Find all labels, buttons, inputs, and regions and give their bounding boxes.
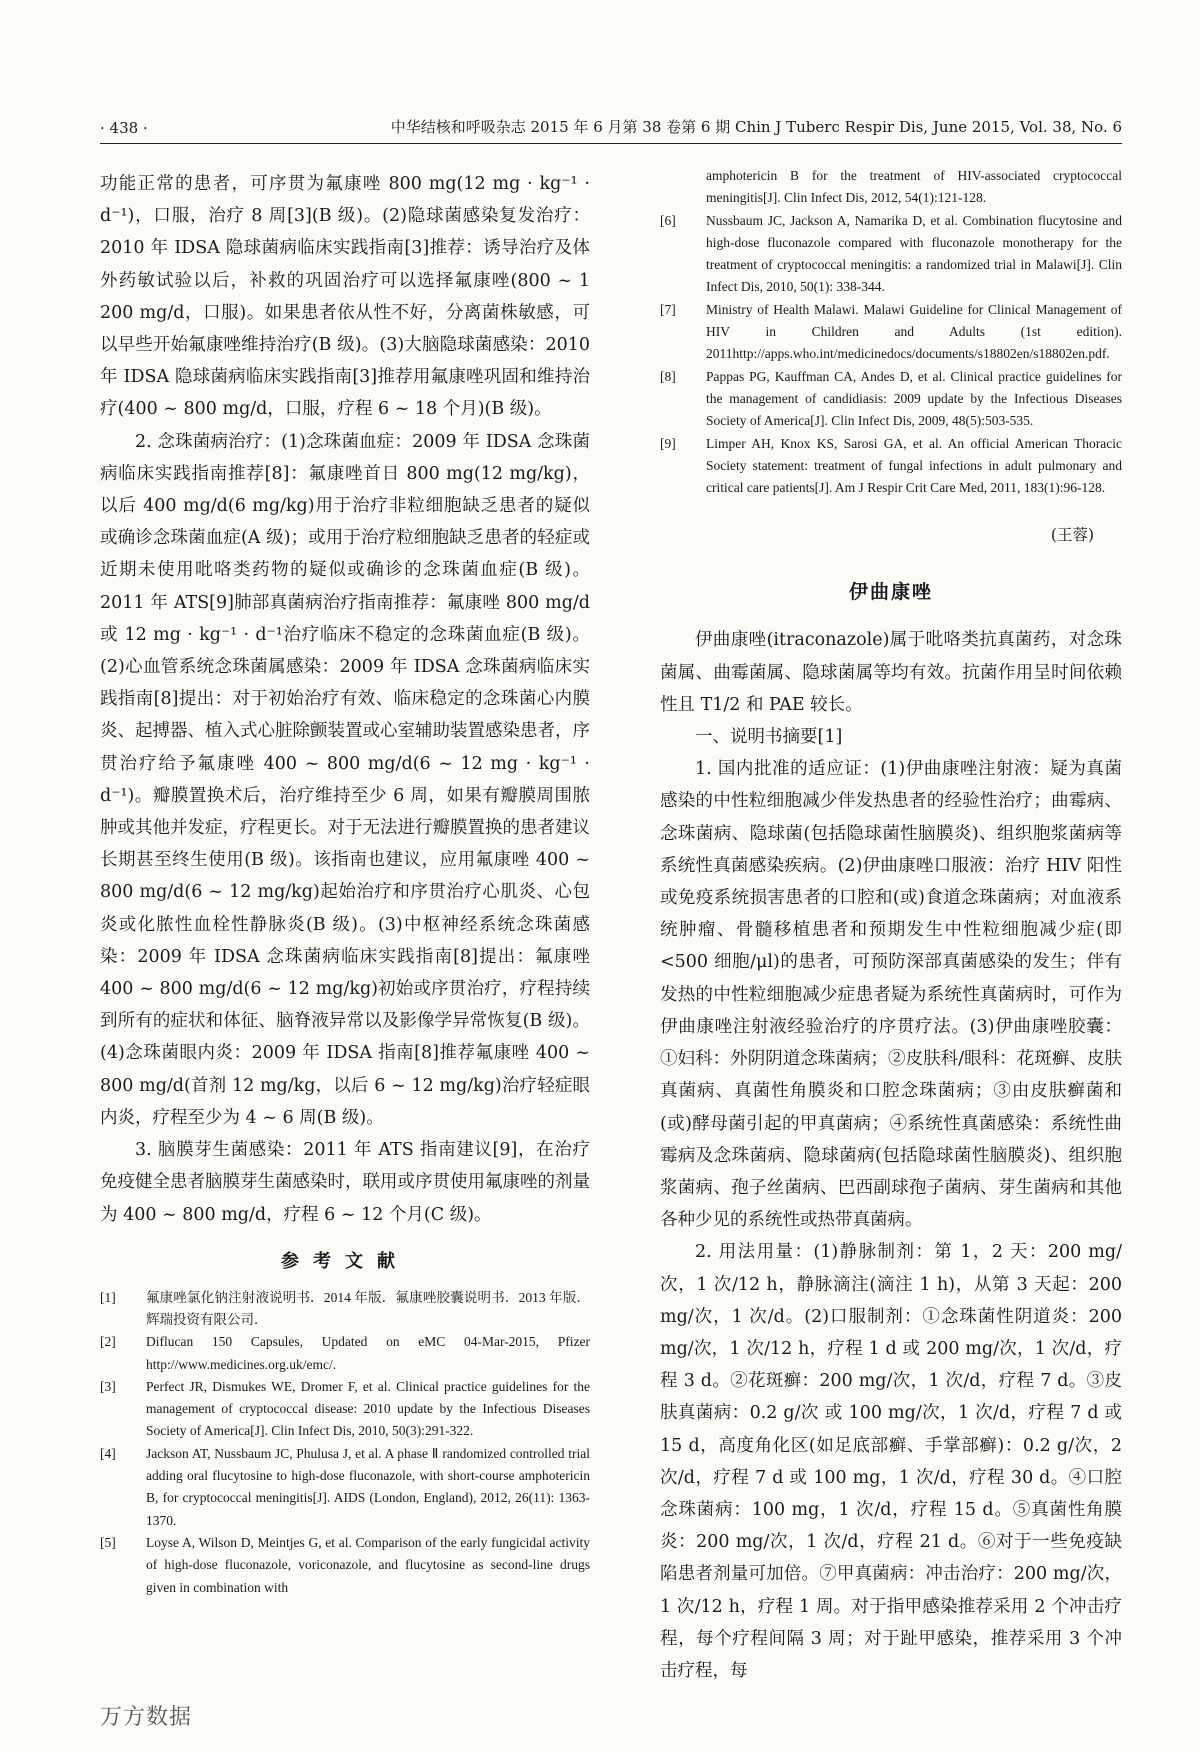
page-number: · 438 ·: [100, 119, 148, 137]
reference-item: [660, 433, 1122, 500]
reference-text: Jackson AT, Nussbaum JC, Phulusa J, et al. A phase Ⅱ randomized controlled trial adding oral flucytosine to high-dose fluconazole, with short-course amphotericin B, for cryptococcal meningitis[J]. AIDS (London, England), 2012, 26(11): 1363-1370.: [146, 1445, 590, 1528]
reference-item: [660, 366, 1122, 433]
section-title-itraconazole: 伊曲康唑: [848, 581, 933, 604]
reference-item: [100, 1376, 590, 1443]
reference-text: amphotericin B for the treatment of HIV-associated cryptococcal meningitis[J]. Clin Infect Dis, 2012, 54(1):121-128.: [706, 168, 1122, 206]
author-signature: (王蓉): [1050, 526, 1094, 545]
reference-text: Limper AH, Knox KS, Sarosi GA, et al. An official American Thoracic Society statement: treatment of fungal infections in adult pulmonary and critical care patients[J]. Am J Respir Crit Care Med, 2011, 183(1):96-128.: [706, 435, 1122, 496]
reference-number: [5]: [100, 1534, 116, 1550]
reference-number: [1]: [100, 1289, 116, 1305]
reference-text: Ministry of Health Malawi. Malawi Guideline for Clinical Management of HIV in Children and Adults (1st edition). 2011http://apps.who.int/medicinedocs/documents/s18802en/s18802en.pdf.: [706, 301, 1122, 362]
reference-item: [100, 1287, 590, 1332]
reference-number: [9]: [660, 435, 676, 451]
reference-list-continued: [660, 165, 1122, 499]
watermark-text: 万方数据: [100, 1705, 193, 1730]
subsection-heading: 一、说明书摘要[1]: [695, 727, 843, 748]
reference-text: Pappas PG, Kauffman CA, Andes D, et al. Clinical practice guidelines for the management of candidiasis: 2009 update by the Infectious Diseases Society of America[J]. Clin Infect Dis, 2009, 48(5):503-535.: [706, 368, 1122, 429]
reference-text: Loyse A, Wilson D, Meintjes G, et al. Comparison of the early fungicidal activity of high-dose fluconazole, voriconazole, and flucytosine as second-line drugs given in combination with: [146, 1534, 590, 1595]
body-paragraph: 2. 用法用量：(1)静脉制剂：第 1，2 天：200 mg/次，1 次/12 h，静脉滴注(滴注 1 h)，从第 3 天起：200 mg/次，1 次/d。(2)口服制剂：①念珠菌性阴道炎：200 mg/次，1 次/12 h，疗程 1 d 或 200 mg/次，1 次/d，疗程 3 d。②花斑癣：200 mg/次，1 次/d，疗程 7 d。③皮肤真菌病：0.2 g/次 或 100 mg/次，1 次/d，疗程 7 d 或 15 d，高度角化区(如足底部癣、手掌部癣)：0.2 g/次，2 次/d，疗程 7 d 或 100 mg，1 次/d，疗程 30 d。④口腔念珠菌病：100 mg，1 次/d，疗程 15 d。⑤真菌性角膜炎：200 mg/次，1 次/d，疗程 21 d。⑥对于一些免疫缺陷患者剂量可加倍。⑦甲真菌病：冲击治疗：200 mg/次，1 次/12 h，疗程 1 周。对于指甲感染推荐采用 2 个冲击疗程，每个疗程间隔 3 周；对于趾甲感染，推荐采用 3 个冲击疗程，每: [660, 1242, 1122, 1681]
reference-list: [100, 1287, 590, 1599]
reference-text: 氟康唑氯化钠注射液说明书．2014 年版．氟康唑胶囊说明书．2013 年版．辉瑞投资有限公司．: [146, 1289, 590, 1327]
reference-item: [100, 1331, 590, 1376]
body-paragraph: 伊曲康唑(itraconazole)属于吡咯类抗真菌药，对念珠菌属、曲霉菌属、隐球菌属等均有效。抗菌作用呈时间依赖性且 T1/2 和 PAE 较长。: [660, 630, 1122, 715]
body-paragraph: 2. 念珠菌病治疗：(1)念珠菌血症：2009 年 IDSA 念珠菌病临床实践指南推荐[8]：氟康唑首日 800 mg(12 mg/kg)，以后 400 mg/d(6 mg/kg)用于治疗非粒细胞缺乏患者的疑似或确诊念珠菌血症(A 级)；或用于治疗粒细胞缺乏患者的轻症或近期未使用吡咯类药物的疑似或确诊的念珠菌血症(B 级)。2011 年 ATS[9]肺部真菌病治疗指南推荐：氟康唑 800 mg/d 或 12 mg · kg⁻¹ · d⁻¹治疗临床不稳定的念珠菌血症(B 级)。(2)心血管系统念珠菌属感染：2009 年 IDSA 念珠菌病临床实践指南[8]提出：对于初始治疗有效、临床稳定的念珠菌心内膜炎、起搏器、植入式心脏除颤装置或心室辅助装置感染患者，序贯治疗给予氟康唑 400 ~ 800 mg/d(6 ~ 12 mg · kg⁻¹ · d⁻¹)。瓣膜置换术后，治疗维持至少 6 周，如果有瓣膜周围脓肿或其他并发症，疗程更长。对于无法进行瓣膜置换的患者建议长期甚至终生使用(B 级)。该指南也建议，应用氟康唑 400 ~ 800 mg/d(6 ~ 12 mg/kg)起始治疗和序贯治疗心肌炎、心包炎或化脓性血栓性静脉炎(B 级)。(3)中枢神经系统念珠菌感染：2009 年 IDSA 念珠菌病临床实践指南[8]提出：氟康唑 400 ~ 800 mg/d(6 ~ 12 mg/kg)初始或序贯治疗，疗程持续到所有的症状和体征、脑脊液异常以及影像学异常恢复(B 级)。(4)念珠菌眼内炎：2009 年 IDSA 指南[8]推荐氟康唑 400 ~ 800 mg/d(首剂 12 mg/kg，以后 6 ~ 12 mg/kg)治疗轻症眼内炎，疗程至少为 4 ~ 6 周(B 级)。: [100, 431, 590, 1128]
reference-number: [2]: [100, 1334, 116, 1350]
right-column: [660, 165, 1122, 1687]
reference-text: Nussbaum JC, Jackson A, Namarika D, et al. Combination flucytosine and high-dose fluconazole compared with fluconazole monotherapy for the treatment of cryptococcal meningitis: a randomized trial in Malawi[J]. Clin Infect Dis, 2010, 50(1): 338-344.: [706, 212, 1122, 295]
running-header: [100, 116, 1122, 144]
reference-item-continued: [660, 165, 1122, 210]
reference-number: [8]: [660, 368, 676, 384]
reference-item: [100, 1443, 590, 1532]
body-paragraph: 1. 国内批准的适应证：(1)伊曲康唑注射液：疑为真菌感染的中性粒细胞减少伴发热患者的经验性治疗；曲霉病、念珠菌病、隐球菌(包括隐球菌性脑膜炎)、组织胞浆菌病等系统性真菌感染疾病。(2)伊曲康唑口服液：治疗 HIV 阳性或免疫系统损害患者的口腔和(或)食道念珠菌病；对血液系统肿瘤、骨髓移植患者和预期发生中性粒细胞减少症(即 <500 细胞/μl)的患者，可预防深部真菌感染的发生；伴有发热的中性粒细胞减少症患者疑为系统性真菌病时，可作为伊曲康唑注射液经验治疗的序贯疗法。(3)伊曲康唑胶囊：①妇科：外阴阴道念珠菌病；②皮肤科/眼科：花斑癣、皮肤真菌病、真菌性角膜炎和口腔念珠菌病；③由皮肤癣菌和(或)酵母菌引起的甲真菌病；④系统性真菌感染：系统性曲霉病及念珠菌病、隐球菌病(包括隐球菌性脑膜炎)、组织胞浆菌病、孢子丝菌病、巴西副球孢子菌病、芽生菌病和其他各种少见的系统性或热带真菌病。: [660, 759, 1122, 1231]
reference-item: [100, 1532, 590, 1599]
reference-text: Perfect JR, Dismukes WE, Dromer F, et al. Clinical practice guidelines for the management of cryptococcal disease: 2010 update by the Infectious Diseases Society of America[J]. Clin Infect Dis, 2010, 50(3):291-322.: [146, 1378, 590, 1439]
body-paragraph: 3. 脑膜芽生菌感染：2011 年 ATS 指南建议[9]，在治疗免疫健全患者脑膜芽生菌感染时，联用或序贯使用氟康唑的剂量为 400 ~ 800 mg/d，疗程 6 ~ 12 个月(C 级)。: [100, 1140, 590, 1225]
reference-item: [660, 299, 1122, 366]
body-paragraph: 功能正常的患者，可序贯为氟康唑 800 mg(12 mg · kg⁻¹ · d⁻¹)，口服，治疗 8 周[3](B 级)。(2)隐球菌感染复发治疗：2010 年 IDSA 隐球菌病临床实践指南[3]推荐：诱导治疗及体外药敏试验以后，补救的巩固治疗可以选择氟康唑(800 ~ 1 200 mg/d，口服)。如果患者依从性不好，分离菌株敏感，可以早些开始氟康唑维持治疗(B 级)。(3)大脑隐球菌感染：2010 年 IDSA 隐球菌病临床实践指南[3]推荐用氟康唑巩固和维持治疗(400 ~ 800 mg/d，口服，疗程 6 ~ 18 个月)(B 级)。: [100, 174, 590, 420]
reference-text: Diflucan 150 Capsules, Updated on eMC 04-Mar-2015, Pfizer http://www.medicines.org.uk/emc/.: [146, 1334, 590, 1372]
journal-citation: 中华结核和呼吸杂志 2015 年 6 月第 38 卷第 6 期 Chin J Tuberc Respir Dis, June 2015, Vol. 38, No. 6: [390, 118, 1122, 136]
reference-item: [660, 210, 1122, 299]
references-heading: 参考文献: [281, 1250, 409, 1272]
reference-number: [4]: [100, 1445, 116, 1461]
reference-number: [3]: [100, 1378, 116, 1394]
left-column: [100, 168, 590, 1599]
reference-number: [6]: [660, 212, 676, 228]
reference-number: [7]: [660, 301, 676, 317]
